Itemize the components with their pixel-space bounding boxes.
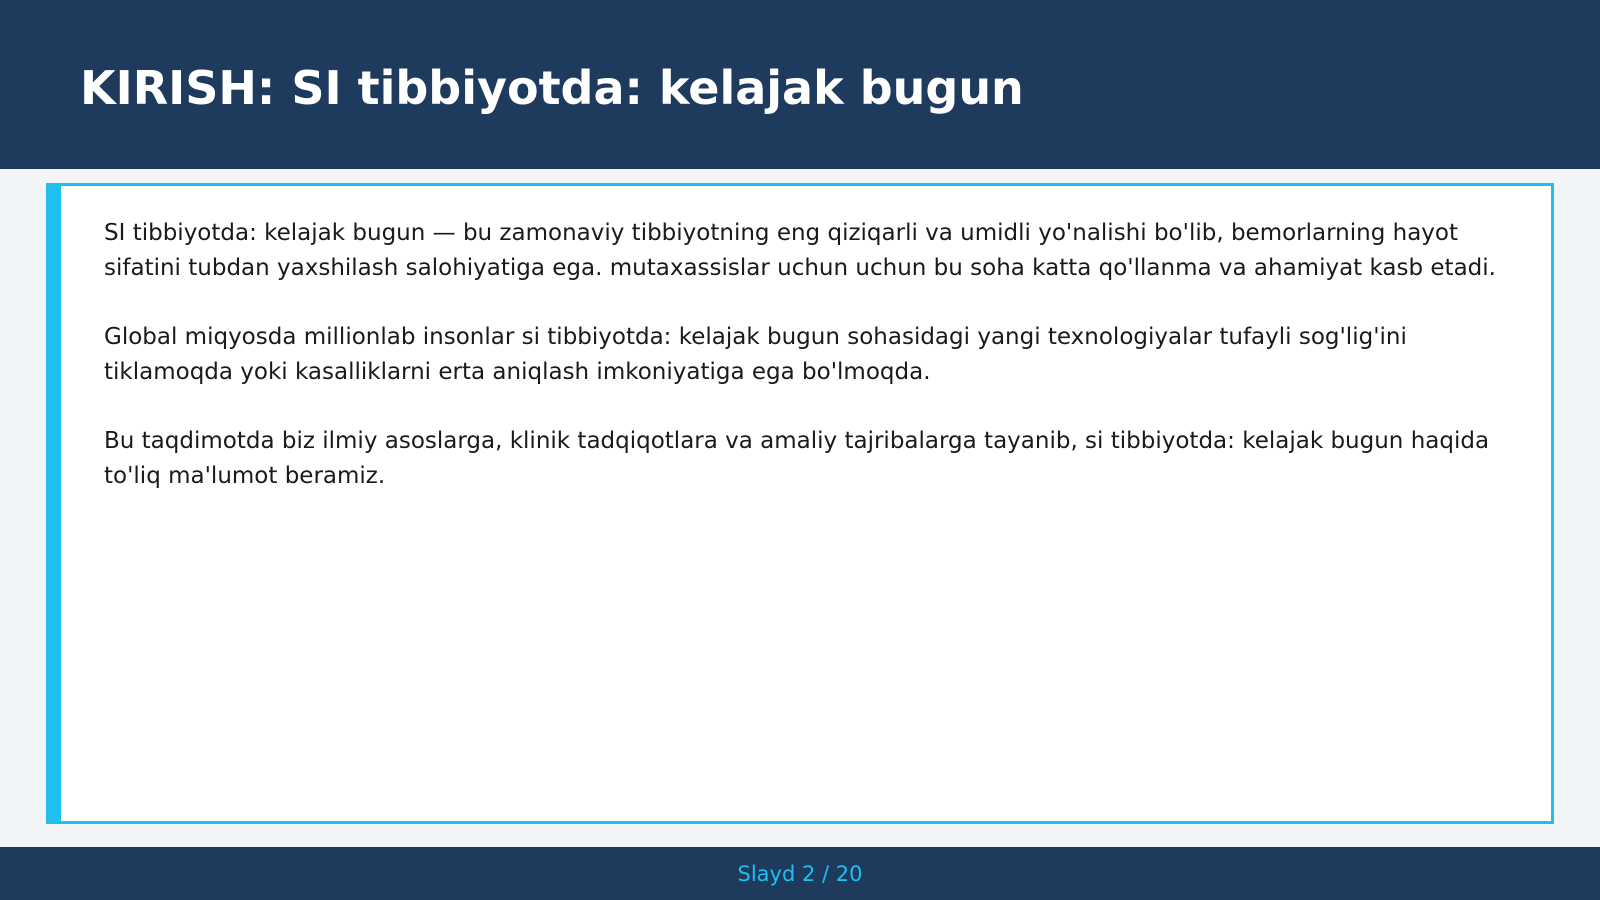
slide-number: Slayd 2 / 20: [737, 862, 863, 886]
slide-title: KIRISH: SI tibbiyotda: kelajak bugun: [80, 61, 1024, 115]
paragraph-global: Global miqyosda millionlab insonlar si tibbiyotda: kelajak bugun sohasidagi yangi texnologiyalar tufayli sog'lig'ini tiklamoqda yoki kasalliklarni erta aniqlash imkoniyatiga ega bo'lmoqda.: [104, 324, 1407, 385]
slide-footer: [0, 847, 1600, 900]
content-text: [104, 216, 1504, 528]
slide-header: [0, 0, 1600, 169]
paragraph-presentation: Bu taqdimotda biz ilmiy asoslarga, klinik tadqiqotlara va amaliy tajribalarga tayanib, si tibbiyotda: kelajak bugun haqida to'liq ma'lumot beramiz.: [104, 428, 1490, 489]
paragraph-intro: SI tibbiyotda: kelajak bugun — bu zamonaviy tibbiyotning eng qiziqarli va umidli yo'nalishi bo'lib, bemorlarning hayot sifatini tubdan yaxshilash salohiyatiga ega. mutaxassislar uchun uchun bu soha katta qo'llanma va ahamiyat kasb etadi.: [104, 220, 1496, 281]
content-box: [46, 183, 1554, 824]
